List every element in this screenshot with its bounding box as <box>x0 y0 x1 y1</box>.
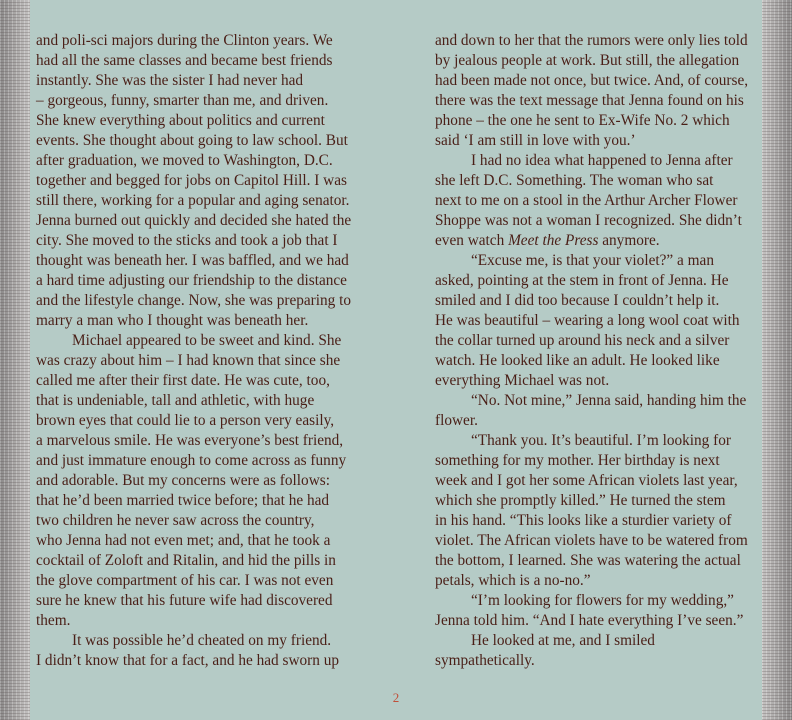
text-line <box>36 91 376 111</box>
text-line-content: Michael appeared to be sweet and kind. She <box>72 332 342 349</box>
text-line <box>36 451 376 471</box>
text-line-content: events. She thought about going to law school. But <box>36 132 348 149</box>
text-line <box>435 71 765 91</box>
text-line <box>435 391 765 411</box>
text-line-content: after graduation, we moved to Washington, D.C. <box>36 152 333 169</box>
text-column-right <box>435 31 765 671</box>
text-line-content: the glove compartment of his car. I was not even <box>36 572 334 589</box>
text-line <box>435 631 765 651</box>
text-line <box>36 471 376 491</box>
text-line <box>36 511 376 531</box>
text-line <box>435 151 765 171</box>
text-line <box>435 171 765 191</box>
text-line-content: I had no idea what happened to Jenna after <box>471 152 733 169</box>
text-line-content: together and begged for jobs on Capitol Hill. I was <box>36 172 347 189</box>
text-line <box>36 611 376 631</box>
page-edge-right <box>762 0 792 720</box>
text-line <box>435 211 765 231</box>
text-line <box>36 231 376 251</box>
text-line-content: even watch <box>435 232 509 249</box>
text-line-content: said ‘I am still in love with you.’ <box>435 132 636 149</box>
text-line-content: and adorable. But my concerns were as follows: <box>36 472 330 489</box>
text-line-content: in his hand. “This looks like a sturdier variety of <box>435 512 732 529</box>
text-line-content: the collar turned up around his neck and a silver <box>435 332 730 349</box>
text-line <box>36 551 376 571</box>
text-line <box>435 531 765 551</box>
text-line-content: called me after their first date. He was cute, too, <box>36 372 330 389</box>
text-line <box>435 91 765 111</box>
text-line <box>435 311 765 331</box>
text-line-content: “I’m looking for flowers for my wedding,” <box>471 592 734 609</box>
text-line-content: – gorgeous, funny, smarter than me, and driven. <box>36 92 329 109</box>
text-line <box>36 411 376 431</box>
text-line-content: that he’d been married twice before; that he had <box>36 492 330 509</box>
text-line <box>435 251 765 271</box>
text-line-content: smiled and I did too because I couldn’t help it. <box>435 292 720 309</box>
text-line <box>435 371 765 391</box>
text-line-content: was crazy about him – I had known that since she <box>36 352 341 369</box>
text-line-content: and poli-sci majors during the Clinton years. We <box>36 32 333 49</box>
text-line-content: and the lifestyle change. Now, she was preparing to <box>36 292 352 309</box>
text-line <box>435 131 765 151</box>
text-line <box>435 271 765 291</box>
text-line-content: had all the same classes and became best friends <box>36 52 333 69</box>
text-line-content: thought was beneath her. I was baffled, and we had <box>36 252 349 269</box>
text-line <box>435 231 765 251</box>
text-line <box>36 391 376 411</box>
text-line-content: who Jenna had not even met; and, that he took a <box>36 532 331 549</box>
text-line <box>36 651 376 671</box>
text-line-content: sympathetically. <box>435 652 535 669</box>
text-line <box>36 591 376 611</box>
text-line-content: marry a man who I thought was beneath her. <box>36 312 309 329</box>
text-line <box>36 571 376 591</box>
text-line <box>435 451 765 471</box>
text-line-content: which she promptly killed.” He turned the stem <box>435 492 726 509</box>
text-line <box>36 351 376 371</box>
text-line-content: something for my mother. Her birthday is next <box>435 452 720 469</box>
text-line <box>36 371 376 391</box>
text-line-content: there was the text message that Jenna found on his <box>435 92 744 109</box>
text-line-content: two children he never saw across the country, <box>36 512 315 529</box>
text-line <box>435 31 765 51</box>
text-line <box>435 551 765 571</box>
text-line-content: brown eyes that could lie to a person very easily, <box>36 412 335 429</box>
text-line-content: by jealous people at work. But still, the allegation <box>435 52 740 69</box>
text-line <box>36 531 376 551</box>
text-line <box>435 411 765 431</box>
text-line-content: He looked at me, and I smiled <box>471 632 655 649</box>
text-line-content: next to me on a stool in the Arthur Archer Flower <box>435 192 738 209</box>
text-line-content: week and I got her some African violets last year, <box>435 472 738 489</box>
text-line <box>435 191 765 211</box>
text-line <box>36 331 376 351</box>
text-line-content: He was beautiful – wearing a long wool coat with <box>435 312 740 329</box>
text-line <box>36 631 376 651</box>
text-line <box>435 491 765 511</box>
page-number: 2 <box>392 690 400 705</box>
text-line-content: Jenna burned out quickly and decided she hated the <box>36 212 352 229</box>
text-line-content: flower. <box>435 412 478 429</box>
text-line <box>435 591 765 611</box>
italic-title: Meet the Press <box>508 232 599 249</box>
text-line <box>36 51 376 71</box>
page-edge-left <box>0 0 30 720</box>
text-line-content: had been made not once, but twice. And, of course, <box>435 72 749 89</box>
text-line <box>435 331 765 351</box>
text-line-content: city. She moved to the sticks and took a job that I <box>36 232 338 249</box>
text-line-content: I didn’t know that for a fact, and he had sworn up <box>36 652 340 669</box>
text-line-content: everything Michael was not. <box>435 372 610 389</box>
text-line-content: “Thank you. It’s beautiful. I’m looking for <box>471 432 731 449</box>
text-line-content: “No. Not mine,” Jenna said, handing him the <box>471 392 747 409</box>
text-line <box>36 291 376 311</box>
text-line <box>435 611 765 631</box>
text-line-content: still there, working for a popular and aging senator. <box>36 192 350 209</box>
text-line-content: and down to her that the rumors were only lies told <box>435 32 748 49</box>
text-line-content: a hard time adjusting our friendship to the distance <box>36 272 347 289</box>
text-line <box>36 171 376 191</box>
text-line-content: sure he knew that his future wife had discovered <box>36 592 333 609</box>
text-line <box>36 71 376 91</box>
text-line <box>36 311 376 331</box>
text-line <box>36 211 376 231</box>
text-line-content: “Excuse me, is that your violet?” a man <box>471 252 714 269</box>
text-line-content: It was possible he’d cheated on my friend. <box>72 632 332 649</box>
text-line-content: watch. He looked like an adult. He looked like <box>435 352 720 369</box>
text-line-content: cocktail of Zoloft and Ritalin, and hid the pills in <box>36 552 336 569</box>
text-line-content: she left D.C. Something. The woman who sat <box>435 172 714 189</box>
text-line <box>36 131 376 151</box>
text-line-content: Shoppe was not a woman I recognized. She didn’t <box>435 212 742 229</box>
text-line-content: violet. The African violets have to be watered from <box>435 532 748 549</box>
text-line <box>435 571 765 591</box>
text-line <box>36 491 376 511</box>
text-line <box>435 291 765 311</box>
text-line <box>36 271 376 291</box>
text-line <box>435 351 765 371</box>
text-line <box>435 431 765 451</box>
text-line-content: them. <box>36 612 71 629</box>
text-line-content: a marvelous smile. He was everyone’s best friend, <box>36 432 344 449</box>
text-line-content: the bottom, I learned. She was watering the actual <box>435 552 741 569</box>
text-column-left <box>36 31 376 671</box>
text-line-content: asked, pointing at the stem in front of Jenna. He <box>435 272 729 289</box>
text-line-content: instantly. She was the sister I had never had <box>36 72 304 89</box>
text-line-content: that is undeniable, tall and athletic, with huge <box>36 392 315 409</box>
text-line <box>36 251 376 271</box>
text-line <box>435 51 765 71</box>
text-line <box>435 471 765 491</box>
text-line <box>435 511 765 531</box>
text-line <box>435 651 765 671</box>
text-line-continuation: anymore. <box>598 232 660 249</box>
text-line-content: Jenna told him. “And I hate everything I’ve seen.” <box>435 612 744 629</box>
text-line-content: She knew everything about politics and current <box>36 112 325 129</box>
text-line <box>36 431 376 451</box>
text-line <box>36 111 376 131</box>
text-line <box>36 31 376 51</box>
text-line <box>435 111 765 131</box>
text-line <box>36 191 376 211</box>
text-line <box>36 151 376 171</box>
text-line-content: and just immature enough to come across as funny <box>36 452 347 469</box>
text-line-content: phone – the one he sent to Ex-Wife No. 2 which <box>435 112 730 129</box>
text-line-content: petals, which is a no-no.” <box>435 572 591 589</box>
